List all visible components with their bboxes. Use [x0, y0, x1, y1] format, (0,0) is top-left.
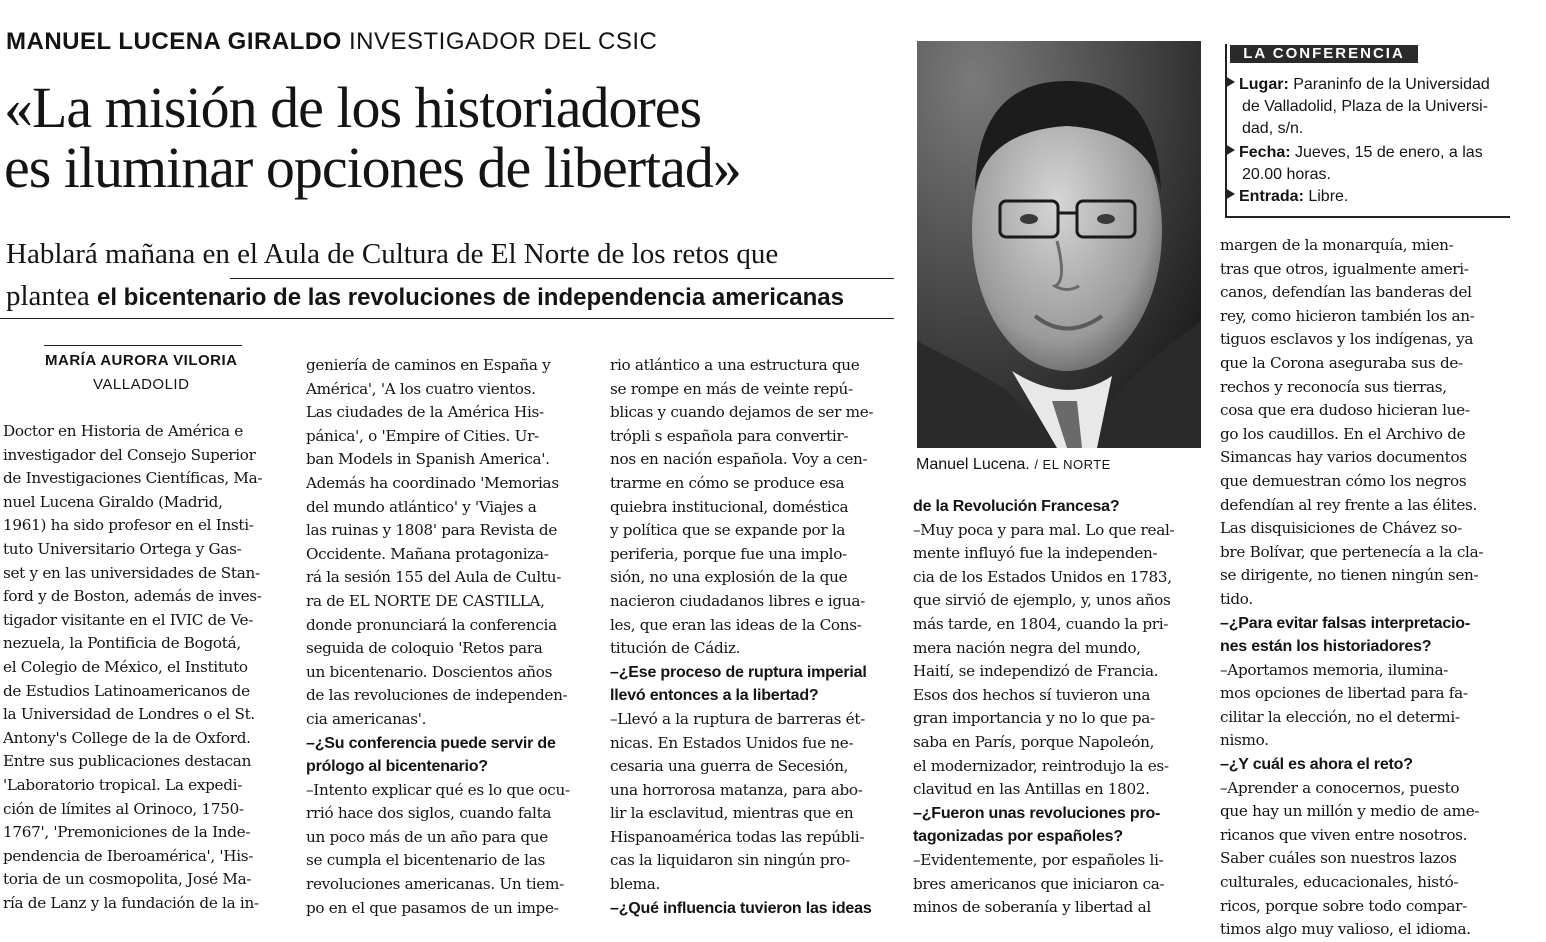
lugar-value-3: dad, s/n. — [1242, 120, 1304, 137]
article-line: gran importancia y no lo que pa- — [913, 709, 1155, 728]
article-line: –Muy poca y para mal. Lo que real- — [913, 520, 1175, 539]
article-line: periferia, porque fue una implo- — [610, 544, 847, 563]
article-line: cilitar la elección, no el determi- — [1220, 707, 1460, 726]
caption-source: / EL NORTE — [1034, 457, 1111, 472]
kicker — [6, 28, 657, 56]
article-line: pánica', o 'Empire of Cities. Ur- — [306, 426, 539, 445]
byline-place: VALLADOLID — [93, 376, 190, 393]
article-line: 1961) ha sido profesor en el Insti- — [3, 516, 254, 535]
article-line: Las disquisiciones de Chávez so- — [1220, 519, 1462, 538]
portrait-illustration — [917, 41, 1201, 448]
article-line: blicas y cuando dejamos de ser me- — [610, 403, 874, 422]
article-line: Entre sus publicaciones destacan — [3, 752, 252, 771]
interview-question-line: tagonizadas por españoles? — [913, 828, 1123, 846]
article-line: rá la sesión 155 del Aula de Cultu- — [306, 568, 562, 587]
article-line: titución de Cádiz. — [610, 639, 741, 658]
caption-name: Manuel Lucena. — [916, 456, 1030, 473]
conference-lugar — [1225, 76, 1490, 94]
article-line: se dirigente, no tienen ningún sen- — [1220, 566, 1479, 585]
interviewee-role: INVESTIGADOR DEL CSIC — [349, 28, 658, 55]
article-line: el modernizador, reintrodujo la es- — [913, 756, 1169, 775]
interview-question-line: –¿Para evitar falsas interpretacio- — [1220, 614, 1471, 632]
byline-rule — [44, 345, 242, 346]
subheadline-bold: el bicentenario de las revoluciones de independencia americanas — [96, 284, 844, 311]
interview-question-line: nes están los historiadores? — [1220, 638, 1432, 656]
article-line: saba en París, porque Napoleón, — [913, 732, 1155, 751]
article-line: –Evidentemente, por españoles li- — [913, 850, 1164, 869]
article-line: trópli s española para convertir- — [610, 426, 849, 445]
article-line: Antony's College de la de Oxford. — [3, 728, 251, 747]
interview-question-line: –¿Su conferencia puede servir de — [306, 734, 556, 752]
article-line: nezuela, la Pontificia de Bogotá, — [3, 634, 241, 653]
lugar-value-1: Paraninfo de la Universidad — [1288, 76, 1490, 93]
article-line: cesaria una guerra de Secesión, — [610, 757, 849, 776]
interview-question-line: –¿Qué influencia tuvieron las ideas — [610, 899, 872, 917]
lugar-value-2: de Valladolid, Plaza de la Universi- — [1242, 98, 1489, 115]
article-line: del mundo atlántico' y 'Viajes a — [306, 497, 537, 516]
article-line: Saber cuáles son nuestros lazos — [1220, 849, 1457, 868]
article-line: mente influyó fue la independen- — [913, 544, 1158, 563]
article-line: las ruinas y 1808' para Revista de — [306, 521, 558, 540]
article-line: tigador visitante en el IVIC de Ve- — [3, 610, 254, 629]
article-line: Esos dos hechos sí tuvieron una — [913, 685, 1151, 704]
lugar-label: Lugar: — [1239, 76, 1289, 93]
article-line: el Colegio de México, el Instituto — [3, 657, 248, 676]
triangle-bullet-icon — [1225, 76, 1235, 88]
article-line: cia americanas'. — [306, 709, 427, 728]
article-line: y política que se expande por la — [610, 521, 846, 540]
article-line: geniería de caminos en España y — [306, 356, 551, 374]
article-line: –Aportamos memoria, ilumina- — [1220, 660, 1449, 679]
article-line: –Llevó a la ruptura de barreras ét- — [610, 709, 865, 728]
article-line: ricanos que viven entre nosotros. — [1220, 825, 1468, 844]
article-line: Occidente. Mañana protagoniza- — [306, 544, 549, 563]
article-line: defendían al rey frente a las élites. — [1220, 495, 1478, 514]
entrada-value: Libre. — [1303, 188, 1349, 205]
article-line: ción de límites al Orinoco, 1750- — [3, 799, 244, 818]
article-line: pendencia de Iberoamérica', 'His- — [3, 846, 254, 865]
subheadline-plain: plantea — [6, 280, 97, 312]
article-column-2 — [306, 354, 570, 920]
interview-question-line: llevó entonces a la libertad? — [610, 687, 819, 705]
article-line: Además ha coordinado 'Memorias — [306, 473, 559, 492]
fecha-label: Fecha: — [1239, 144, 1291, 161]
article-line: Las ciudades de la América His- — [306, 403, 544, 422]
article-line: que hay un millón y medio de ame- — [1220, 802, 1480, 821]
headline-line-1: «La misión de los historiadores — [4, 75, 702, 140]
article-line: rechos y reconocía sus tierras, — [1220, 377, 1447, 396]
article-line: investigador del Consejo Superior — [3, 445, 256, 464]
article-line: tras que otros, igualmente ameri- — [1220, 259, 1469, 278]
article-line: revoluciones americanas. Un tiem- — [306, 875, 564, 894]
article-line: sión, no una explosión de la que — [610, 568, 848, 587]
article-line: que demuestran cómo los negros — [1220, 471, 1467, 490]
article-line: blema. — [610, 875, 661, 894]
article-line: rey, como hicieron también los an- — [1220, 306, 1475, 325]
article-line: de Investigaciones Científicas, Ma- — [3, 469, 263, 488]
conference-entrada — [1225, 188, 1348, 206]
fecha-value-2: 20.00 horas. — [1242, 166, 1331, 183]
article-line: Hispanoamérica todas las repúbli- — [610, 827, 865, 846]
article-line: cia de los Estados Unidos en 1783, — [913, 567, 1172, 586]
section-rule — [0, 318, 894, 319]
article-line: nos en nación española. Voy a cen- — [610, 450, 868, 469]
triangle-bullet-icon — [1225, 188, 1235, 200]
interview-question-line: prólogo al bicentenario? — [306, 758, 488, 776]
article-line: quiebra institucional, doméstica — [610, 497, 849, 516]
article-column-5 — [1220, 234, 1483, 942]
article-line: rrió hace dos siglos, cuando falta — [306, 804, 552, 823]
article-line: minos de soberanía y libertad al — [913, 898, 1151, 917]
interview-question-line: –¿Ese proceso de ruptura imperial — [610, 663, 867, 681]
interview-question-line: de la Revolución Francesa? — [913, 498, 1120, 515]
interview-question-line: –¿Y cuál es ahora el reto? — [1220, 756, 1413, 774]
photo-caption — [916, 456, 1111, 474]
article-line: cosa que era dudoso hicieran lue- — [1220, 401, 1470, 420]
article-line: que la Corona aseguraba sus de- — [1220, 353, 1463, 372]
article-line: bres americanos que iniciaron ca- — [913, 874, 1165, 893]
article-line: se rompe en más de veinte repú- — [610, 379, 853, 398]
conference-title: LA CONFERENCIA — [1230, 45, 1418, 63]
article-line: nismo. — [1220, 731, 1269, 750]
article-line: ford y de Boston, además de inves- — [3, 587, 262, 606]
article-line: un poco más de un año para que — [306, 827, 548, 846]
article-line: donde pronunciará la conferencia — [306, 615, 557, 634]
article-line: clavitud en las Antillas en 1802. — [913, 780, 1150, 799]
article-line: 1767', 'Premoniciones de la Inde- — [3, 823, 251, 842]
interview-question-line: –¿Fueron unas revoluciones pro- — [913, 804, 1161, 822]
fecha-value-1: Jueves, 15 de enero, a las — [1290, 144, 1483, 161]
article-line: Simancas hay varios documentos — [1220, 448, 1467, 467]
article-line: timos algo muy valioso, el idioma. — [1220, 920, 1471, 939]
conference-fecha — [1225, 144, 1483, 162]
article-line: Haití, se independizó de Francia. — [913, 662, 1159, 681]
interviewee-name: MANUEL LUCENA GIRALDO — [6, 28, 342, 55]
article-line: seguida de coloquio 'Retos para — [306, 639, 543, 658]
article-line: nuel Lucena Giraldo (Madrid, — [3, 492, 223, 511]
article-column-1 — [3, 420, 262, 915]
article-line: mera nación negra del mundo, — [913, 638, 1141, 657]
article-line: –Intento explicar qué es lo que ocu- — [306, 780, 570, 799]
article-line: un bicentenario. Doscientos años — [306, 662, 553, 681]
article-line: ría de Lanz y la fundación de la in- — [3, 893, 259, 912]
article-line: la Universidad de Londres o el St. — [3, 705, 255, 724]
article-line: trarme en cómo se produce esa — [610, 473, 845, 492]
article-line: Doctor en Historia de América e — [3, 422, 243, 440]
article-line: nicas. En Estados Unidos fue ne- — [610, 733, 854, 752]
article-line: tiguos esclavos y los indígenas, ya — [1220, 330, 1474, 349]
triangle-bullet-icon — [1225, 144, 1235, 156]
headline — [4, 75, 741, 200]
article-line: América', 'A los cuatro vientos. — [306, 379, 536, 398]
article-line: canos, defendían las banderas del — [1220, 283, 1472, 302]
headline-line-2: es iluminar opciones de libertad» — [4, 135, 741, 200]
subheadline-line-1: Hablará mañana en el Aula de Cultura de El Norte de los retos que — [6, 238, 779, 270]
article-line: ricos, porque sobre todo compar- — [1220, 896, 1467, 915]
article-line: tido. — [1220, 589, 1253, 608]
article-line: se cumpla el bicentenario de las — [306, 851, 545, 870]
article-line: que sirvió de ejemplo, y, unos años — [913, 591, 1171, 610]
article-column-3 — [610, 354, 873, 920]
article-line: una horrorosa matanza, para abo- — [610, 780, 863, 799]
article-line: –Aprender a conocernos, puesto — [1220, 778, 1460, 797]
article-line: toria de un cosmopolita, José Ma- — [3, 870, 252, 889]
article-line: 'Laboratorio tropical. La expedi- — [3, 775, 243, 794]
byline-author: MARÍA AURORA VILORIA — [45, 352, 238, 369]
article-line: set y en las universidades de Stan- — [3, 563, 260, 582]
article-line: margen de la monarquía, mien- — [1220, 236, 1454, 254]
article-line: cas la liquidaron sin ningún pro- — [610, 851, 850, 870]
portrait-photo — [917, 41, 1201, 448]
article-line: tuto Universitario Ortega y Gas- — [3, 539, 242, 558]
article-line: ban Models in Spanish America'. — [306, 450, 550, 469]
article-line: de las revoluciones de independen- — [306, 686, 568, 705]
article-column-4 — [913, 495, 1174, 920]
article-line: de Estudios Latinoamericanos de — [3, 681, 250, 700]
article-line: nacieron ciudadanos libres e igua- — [610, 591, 865, 610]
entrada-label: Entrada: — [1239, 188, 1304, 205]
article-line: po en el que pasamos de un impe- — [306, 898, 559, 917]
article-line: les, que eran las ideas de la Cons- — [610, 615, 862, 634]
article-line: ra de EL NORTE DE CASTILLA, — [306, 591, 545, 610]
article-line: bre Bolívar, que pertenecía a la cla- — [1220, 542, 1484, 561]
subheadline-rule — [230, 278, 894, 279]
article-line: lir la esclavitud, mientras que en — [610, 804, 854, 823]
article-line: culturales, educacionales, histó- — [1220, 873, 1459, 892]
article-line: rio atlántico a una estructura que — [610, 356, 860, 374]
subheadline-line-2 — [6, 280, 844, 313]
article-line: más tarde, en 1804, cuando la pri- — [913, 614, 1169, 633]
article-line: go los caudillos. En el Archivo de — [1220, 424, 1466, 443]
article-line: mos opciones de libertad para fa- — [1220, 684, 1468, 703]
